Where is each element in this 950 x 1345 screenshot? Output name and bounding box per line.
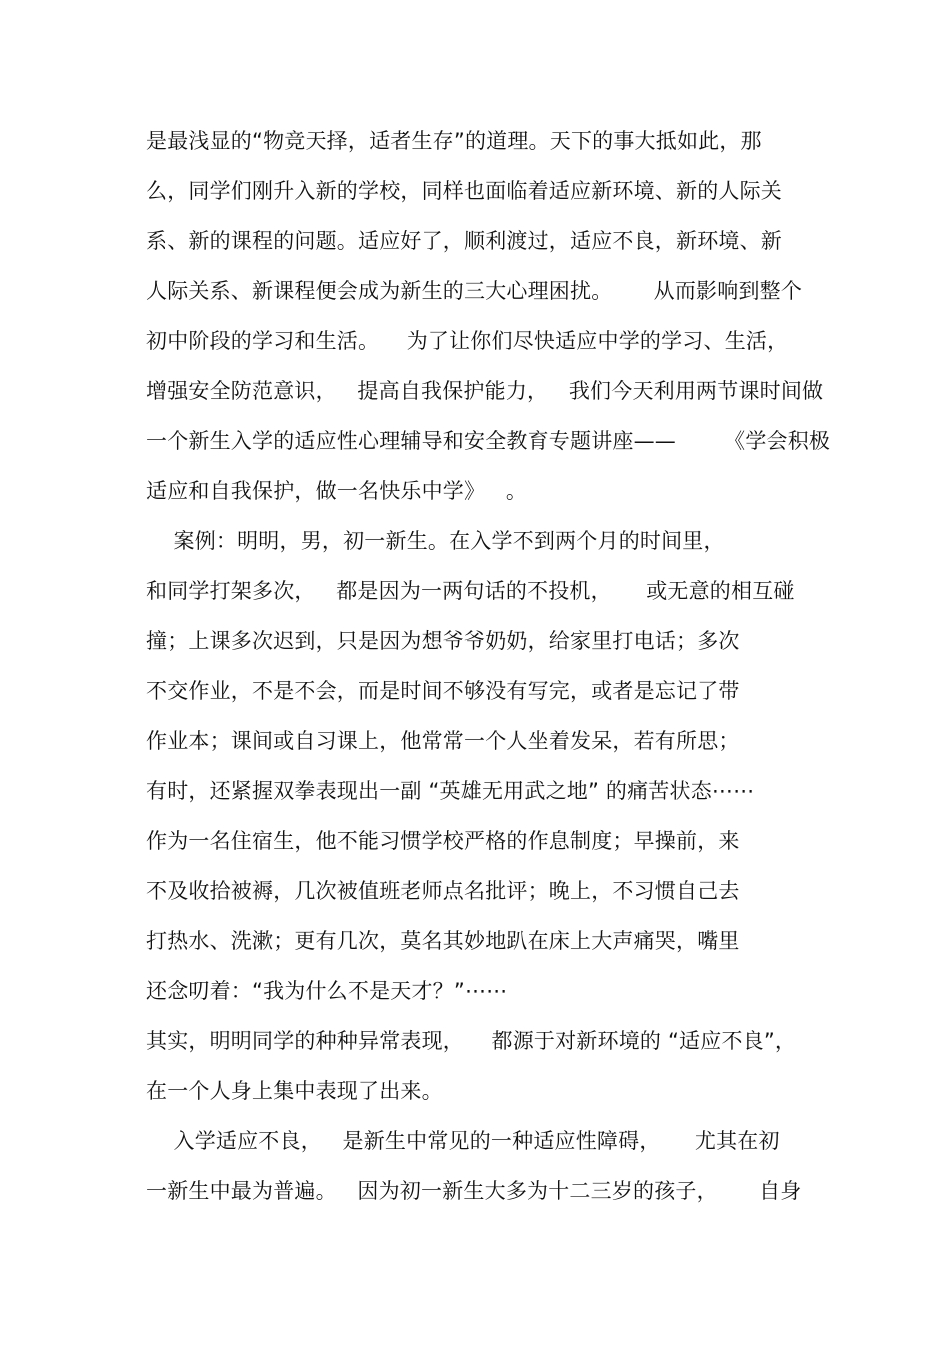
text-line: 在一个人身上集中表现了出来。 xyxy=(146,1079,443,1103)
text-line: 撞；上课多次迟到，只是因为想爷爷奶奶，给家里打电话；多次 xyxy=(146,629,740,653)
text-line: 不交作业，不是不会，而是时间不够没有写完，或者是忘记了带 xyxy=(146,679,740,703)
text-line: 么，同学们刚升入新的学校，同样也面临着适应新环境、新的人际关 xyxy=(146,179,782,203)
text-line: 和同学打架多次， 都是因为一两句话的不投机， 或无意的相互碰 xyxy=(146,579,795,603)
text-line: 一个新生入学的适应性心理辅导和安全教育专题讲座—— 《学会积极 xyxy=(146,429,831,453)
text-line: 一新生中最为普遍。 因为初一新生大多为十二三岁的孩子， 自身 xyxy=(146,1179,802,1203)
text-line: 作为一名住宿生，他不能习惯学校严格的作息制度；早操前，来 xyxy=(146,829,740,853)
text-line: 入学适应不良， 是新生中常见的一种适应性障碍， 尤其在初 xyxy=(146,1129,780,1153)
text-line: 其实，明明同学的种种异常表现， 都源于对新环境的 “适应不良”， xyxy=(146,1029,797,1053)
text-line: 适应和自我保护，做一名快乐中学》 。 xyxy=(146,479,528,503)
text-line: 不及收拾被褥，几次被值班老师点名批评；晚上，不习惯自己去 xyxy=(146,879,740,903)
text-line: 打热水、洗漱；更有几次，莫名其妙地趴在床上大声痛哭，嘴里 xyxy=(146,929,740,953)
text-line: 作业本；课间或自习课上，他常常一个人坐着发呆，若有所思； xyxy=(146,729,740,753)
text-line: 有时，还紧握双拳表现出一副 “英雄无用武之地” 的痛苦状态⋯⋯ xyxy=(146,779,755,803)
text-line: 案例：明明，男，初一新生。在入学不到两个月的时间里， xyxy=(146,529,725,553)
text-line: 是最浅显的“物竞天择，适者生存”的道理。天下的事大抵如此，那 xyxy=(146,129,762,153)
text-line: 还念叨着：“我为什么不是天才？”⋯⋯ xyxy=(146,979,508,1003)
text-line: 初中阶段的学习和生活。 为了让你们尽快适应中学的学习、生活， xyxy=(146,329,789,353)
text-line: 增强安全防范意识， 提高自我保护能力， 我们今天利用两节课时间做 xyxy=(146,379,824,403)
text-line: 系、新的课程的问题。适应好了，顺利渡过，适应不良，新环境、新 xyxy=(146,229,782,253)
text-line: 人际关系、新课程便会成为新生的三大心理困扰。 从而影响到整个 xyxy=(146,279,803,303)
